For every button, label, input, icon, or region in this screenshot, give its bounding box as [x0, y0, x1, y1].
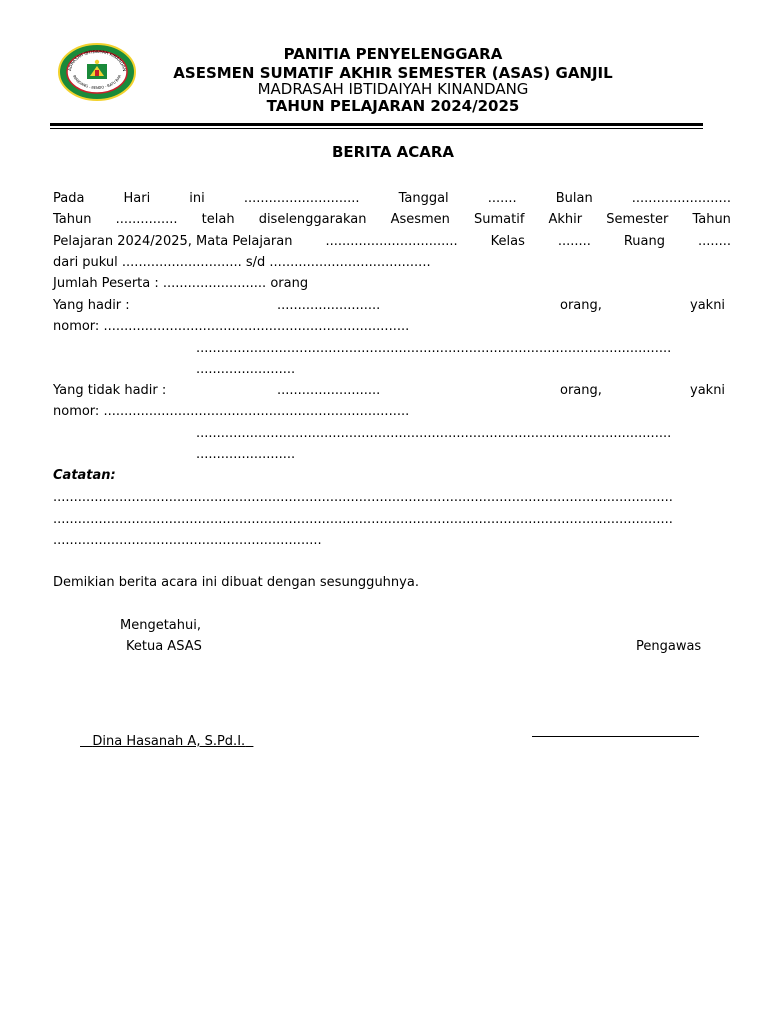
absent-numbers-cont-1: ...................................................................................................................	[196, 426, 672, 441]
present-numbers-cont-1: ...................................................................................................................	[196, 341, 672, 356]
acknowledged-label: Mengetahui,	[120, 618, 201, 633]
absent-orang: orang,	[560, 383, 602, 398]
present-label: Yang hadir :	[53, 298, 130, 313]
document-title: BERITA ACARA	[331, 143, 455, 161]
header-divider-thick	[50, 123, 703, 126]
present-yakni: yakni	[690, 298, 726, 313]
body-line-1: Pada Hari ini ............................ Tanggal ....... Bulan ........................	[53, 191, 731, 206]
header-committee: PANITIA PENYELENGGARA	[283, 45, 503, 63]
head-title: Ketua ASAS	[126, 639, 202, 654]
absent-label: Yang tidak hadir :	[53, 383, 167, 398]
head-signature-name: Dina Hasanah A, S.Pd.I.	[92, 734, 246, 749]
logo-text-bottom: INANDANG - BENDO - BATU BAR	[71, 74, 123, 90]
notes-line-2: ......................................................................................................................................................	[53, 512, 673, 527]
absent-count-dots: .........................	[277, 383, 381, 398]
closing-statement: Demikian berita acara ini dibuat dengan sesungguhnya.	[53, 575, 419, 590]
participant-count-line: Jumlah Peserta : ......................... orang	[53, 276, 309, 291]
header-divider-thin	[50, 128, 703, 129]
notes-line-3: .................................................................	[53, 533, 322, 548]
present-numbers-line: nomor: ..........................................................................	[53, 319, 410, 334]
present-orang: orang,	[560, 298, 602, 313]
supervisor-title: Pengawas	[636, 639, 702, 654]
body-line-3: Pelajaran 2024/2025, Mata Pelajaran ................................ Kelas ........ Ruang ........	[53, 234, 731, 249]
absent-yakni: yakni	[690, 383, 726, 398]
header-school-name: MADRASAH IBTIDAIYAH KINANDANG	[257, 80, 529, 98]
header-exam-name: ASESMEN SUMATIF AKHIR SEMESTER (ASAS) GANJIL	[173, 64, 613, 82]
absent-numbers-line: nomor: ..........................................................................	[53, 404, 410, 419]
supervisor-signature-line	[532, 736, 699, 737]
logo-text-top: ADRASAH IBTIDAIYAH KINANDAN	[67, 48, 128, 72]
body-line-2: Tahun ............... telah diselenggarakan Asesmen Sumatif Akhir Semester Tahun	[53, 212, 731, 227]
body-line-time: dari pukul ............................. s/d .......................................	[53, 255, 431, 270]
notes-label: Catatan:	[53, 468, 116, 483]
header-academic-year: TAHUN PELAJARAN 2024/2025	[266, 97, 520, 115]
absent-numbers-cont-2: ........................	[196, 447, 296, 462]
present-count-dots: .........................	[277, 298, 381, 313]
notes-line-1: ......................................................................................................................................................	[53, 490, 673, 505]
present-numbers-cont-2: ........................	[196, 362, 296, 377]
